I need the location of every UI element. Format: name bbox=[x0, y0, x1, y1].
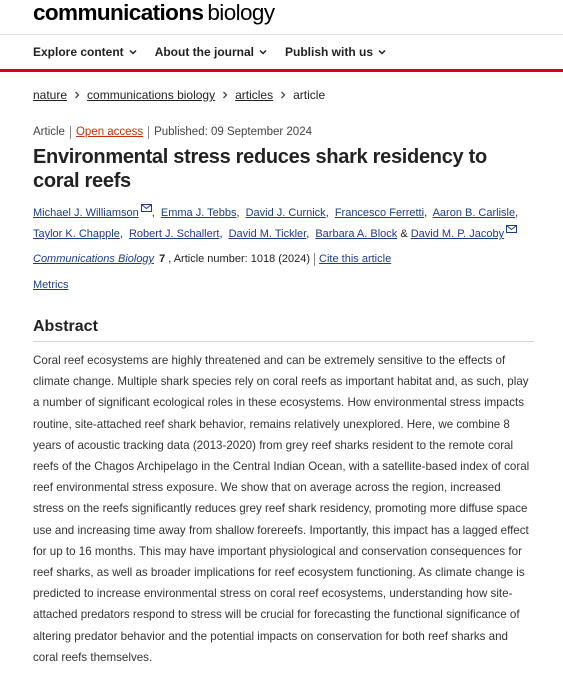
author-link[interactable]: David M. P. Jacoby bbox=[410, 228, 505, 240]
author-link[interactable]: Francesco Ferretti bbox=[334, 207, 425, 219]
author-link[interactable]: Michael J. Williamson bbox=[33, 207, 139, 219]
mail-icon[interactable] bbox=[506, 225, 517, 233]
published-date: Published: 09 September 2024 bbox=[154, 126, 312, 138]
cite-this-article-link[interactable]: Cite this article bbox=[319, 253, 392, 265]
chevron-down-icon bbox=[259, 48, 267, 56]
metrics-link[interactable]: Metrics bbox=[33, 279, 69, 291]
chevron-right-icon bbox=[279, 91, 287, 99]
article-type: Article bbox=[33, 126, 65, 138]
author-separator: , bbox=[219, 228, 223, 240]
author-link[interactable]: David J. Curnick bbox=[245, 207, 326, 219]
breadcrumb-current: article bbox=[293, 88, 326, 102]
nav-label: Publish with us bbox=[285, 45, 374, 59]
divider bbox=[70, 126, 71, 139]
chevron-right-icon bbox=[221, 91, 229, 99]
breadcrumb bbox=[0, 87, 563, 103]
breadcrumb-articles[interactable]: articles bbox=[235, 88, 274, 102]
article-meta bbox=[0, 125, 563, 139]
author-link[interactable]: Robert J. Schallert bbox=[128, 228, 220, 240]
brand-name-bold: communications bbox=[33, 0, 204, 25]
author-separator: , bbox=[236, 207, 240, 219]
article-number: , Article number: 1018 (2024) bbox=[168, 253, 311, 265]
author-link[interactable]: Emma J. Tebbs bbox=[160, 207, 237, 219]
brand-name-light: biology bbox=[207, 0, 275, 25]
open-access-link[interactable]: Open access bbox=[75, 126, 144, 138]
metrics-section bbox=[0, 279, 563, 293]
nav-about-journal[interactable] bbox=[155, 45, 267, 59]
divider bbox=[148, 126, 149, 139]
chevron-down-icon bbox=[129, 48, 137, 56]
mail-icon[interactable] bbox=[141, 204, 152, 212]
author-separator: , bbox=[325, 207, 329, 219]
nav-label: Explore content bbox=[33, 45, 124, 59]
nav-label: About the journal bbox=[154, 45, 255, 59]
divider bbox=[33, 341, 534, 342]
author-separator: , bbox=[306, 228, 310, 240]
author-separator: , bbox=[515, 207, 519, 219]
author-separator: , bbox=[424, 207, 428, 219]
chevron-right-icon bbox=[73, 91, 81, 99]
article-title: Environmental stress reduces shark residency to coral reefs bbox=[33, 146, 487, 192]
breadcrumb-communications-biology[interactable]: communications biology bbox=[87, 88, 216, 102]
author-link[interactable]: Aaron B. Carlisle bbox=[432, 207, 516, 219]
journal-logo-link[interactable] bbox=[33, 2, 275, 25]
author-link[interactable]: David M. Tickler bbox=[228, 228, 307, 240]
nav-publish-with-us[interactable] bbox=[285, 45, 386, 59]
abstract-heading: Abstract bbox=[33, 318, 98, 335]
breadcrumb-nature[interactable]: nature bbox=[33, 88, 68, 102]
main-nav bbox=[0, 35, 563, 72]
masthead bbox=[0, 0, 563, 35]
citation-line bbox=[0, 252, 563, 266]
journal-link[interactable]: Communications Biology bbox=[33, 253, 155, 265]
author-ampersand: & bbox=[400, 228, 408, 240]
divider bbox=[314, 253, 315, 266]
volume: 7 bbox=[159, 253, 166, 265]
author-link[interactable]: Barbara A. Block bbox=[315, 228, 398, 240]
author-separator: , bbox=[119, 228, 123, 240]
author-separator: , bbox=[151, 207, 155, 219]
nav-explore-content[interactable] bbox=[33, 45, 137, 59]
author-list bbox=[0, 203, 563, 245]
author-link[interactable]: Taylor K. Chapple bbox=[33, 228, 120, 240]
abstract-text: Coral reef ecosystems are highly threatened and can be extremely sensitive to the effects of climate change. Multiple shark species rely on coral reefs as important habitat and, as such, play a number of significant ecological roles in these ecosystems. How environmental stress impacts routine, site-attached reef shark behavior, remains relatively unexplored. Here, we combine 8 years of acoustic tracking data (2013-2020) from grey reef sharks resident to the remote coral reefs of the Chagos Archipelago in the Central Indian Ocean, with a satellite-based index of coral reef environmental stress exposure. We show that on average across the region, increased stress on the reefs significantly reduces grey reef shark residency, promoting more diffuse space use and increasing time away from shallow forereefs. Importantly, this impact has a lagged effect for up to 16 months. This may have important physiological and conservation consequences for reef sharks, as well as broader implications for reef ecosystem functioning. As climate change is predicted to increase environmental stress on coral reef ecosystems, understanding how site-attached predators respond to stress will be crucial for forecasting the functional significance of altering predator behavior and the potential impacts on conservation for both reef sharks and coral reefs themselves. bbox=[33, 354, 530, 664]
chevron-down-icon bbox=[378, 48, 386, 56]
